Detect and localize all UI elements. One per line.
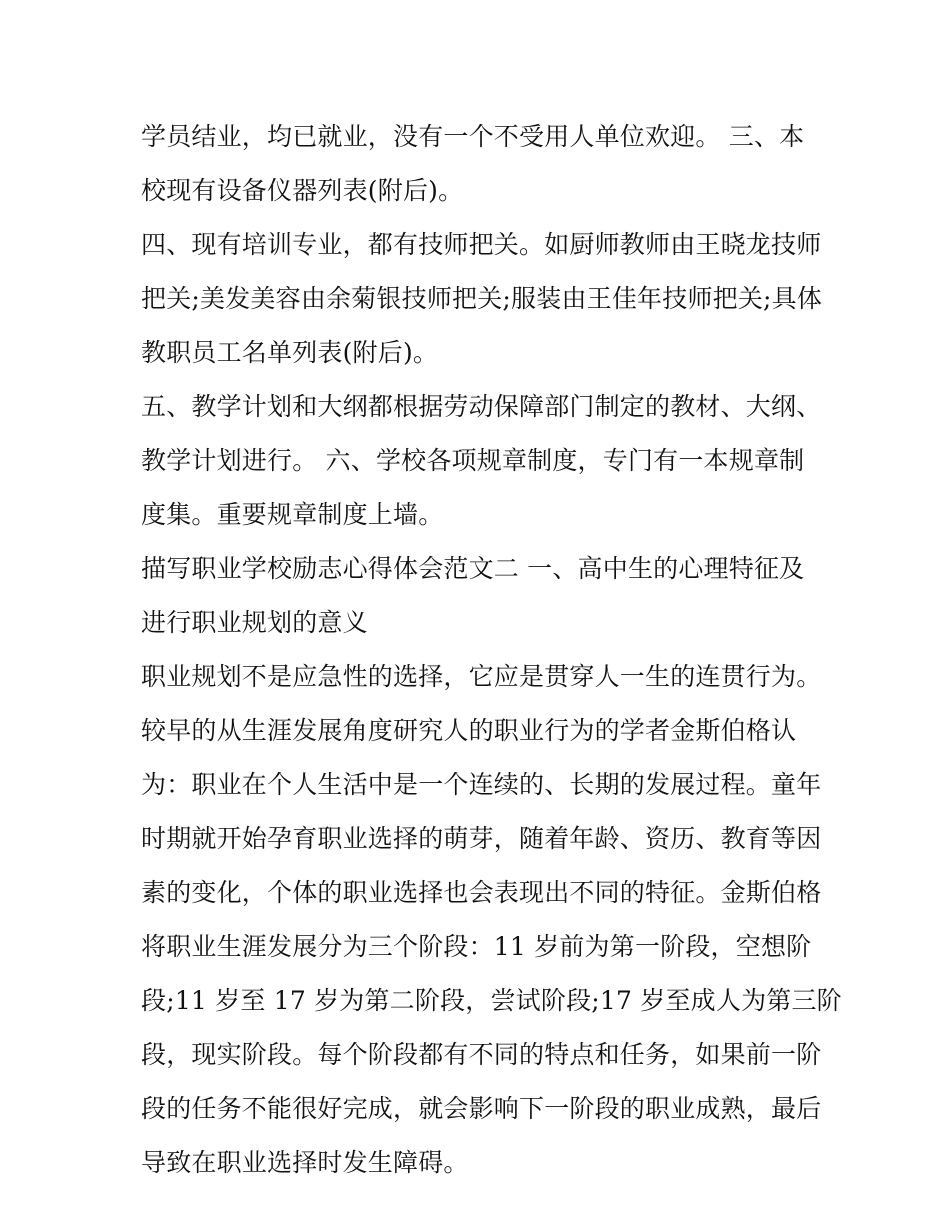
text-line: 学员结业，均已就业，没有一个不受用人单位欢迎。 三、本 bbox=[141, 122, 805, 151]
section-heading-line: 描写职业学校励志心得体会范文二 一、高中生的心理特征及 bbox=[141, 554, 805, 583]
document-body bbox=[141, 110, 842, 1190]
text-line: 四、现有培训专业，都有技师把关。如厨师教师由王晓龙技师 bbox=[141, 230, 822, 259]
text-line: 素的变化，个体的职业选择也会表现出不同的特征。金斯伯格 bbox=[141, 878, 822, 907]
text-line: 时期就开始孕育职业选择的萌芽，随着年龄、资历、教育等因 bbox=[141, 824, 822, 853]
text-line: 导致在职业选择时发生障碍。 bbox=[141, 1148, 469, 1177]
text-line: 教职员工名单列表(附后)。 bbox=[141, 338, 439, 367]
text-line: 五、教学计划和大纲都根据劳动保障部门制定的教材、大纲、 bbox=[141, 392, 822, 421]
text-line: 教学计划进行。 六、学校各项规章制度，专门有一本规章制 bbox=[141, 446, 805, 475]
text-line: 段;11 岁至 17 岁为第二阶段，尝试阶段;17 岁至成人为第三阶 bbox=[141, 986, 842, 1015]
text-line: 将职业生涯发展分为三个阶段：11 岁前为第一阶段，空想阶 bbox=[141, 932, 812, 961]
text-line: 段的任务不能很好完成，就会影响下一阶段的职业成熟，最后 bbox=[141, 1094, 822, 1123]
section-heading-line: 进行职业规划的意义 bbox=[141, 608, 368, 637]
text-line: 为：职业在个人生活中是一个连续的、长期的发展过程。童年 bbox=[141, 770, 822, 799]
text-line: 较早的从生涯发展角度研究人的职业行为的学者金斯伯格认 bbox=[141, 716, 797, 745]
text-line: 段，现实阶段。每个阶段都有不同的特点和任务，如果前一阶 bbox=[141, 1040, 822, 1069]
text-line: 校现有设备仪器列表(附后)。 bbox=[141, 176, 464, 205]
text-line: 把关;美发美容由余菊银技师把关;服装由王佳年技师把关;具体 bbox=[141, 284, 823, 313]
text-line: 职业规划不是应急性的选择，它应是贯穿人一生的连贯行为。 bbox=[141, 662, 822, 691]
text-line: 度集。重要规章制度上墙。 bbox=[141, 500, 444, 529]
